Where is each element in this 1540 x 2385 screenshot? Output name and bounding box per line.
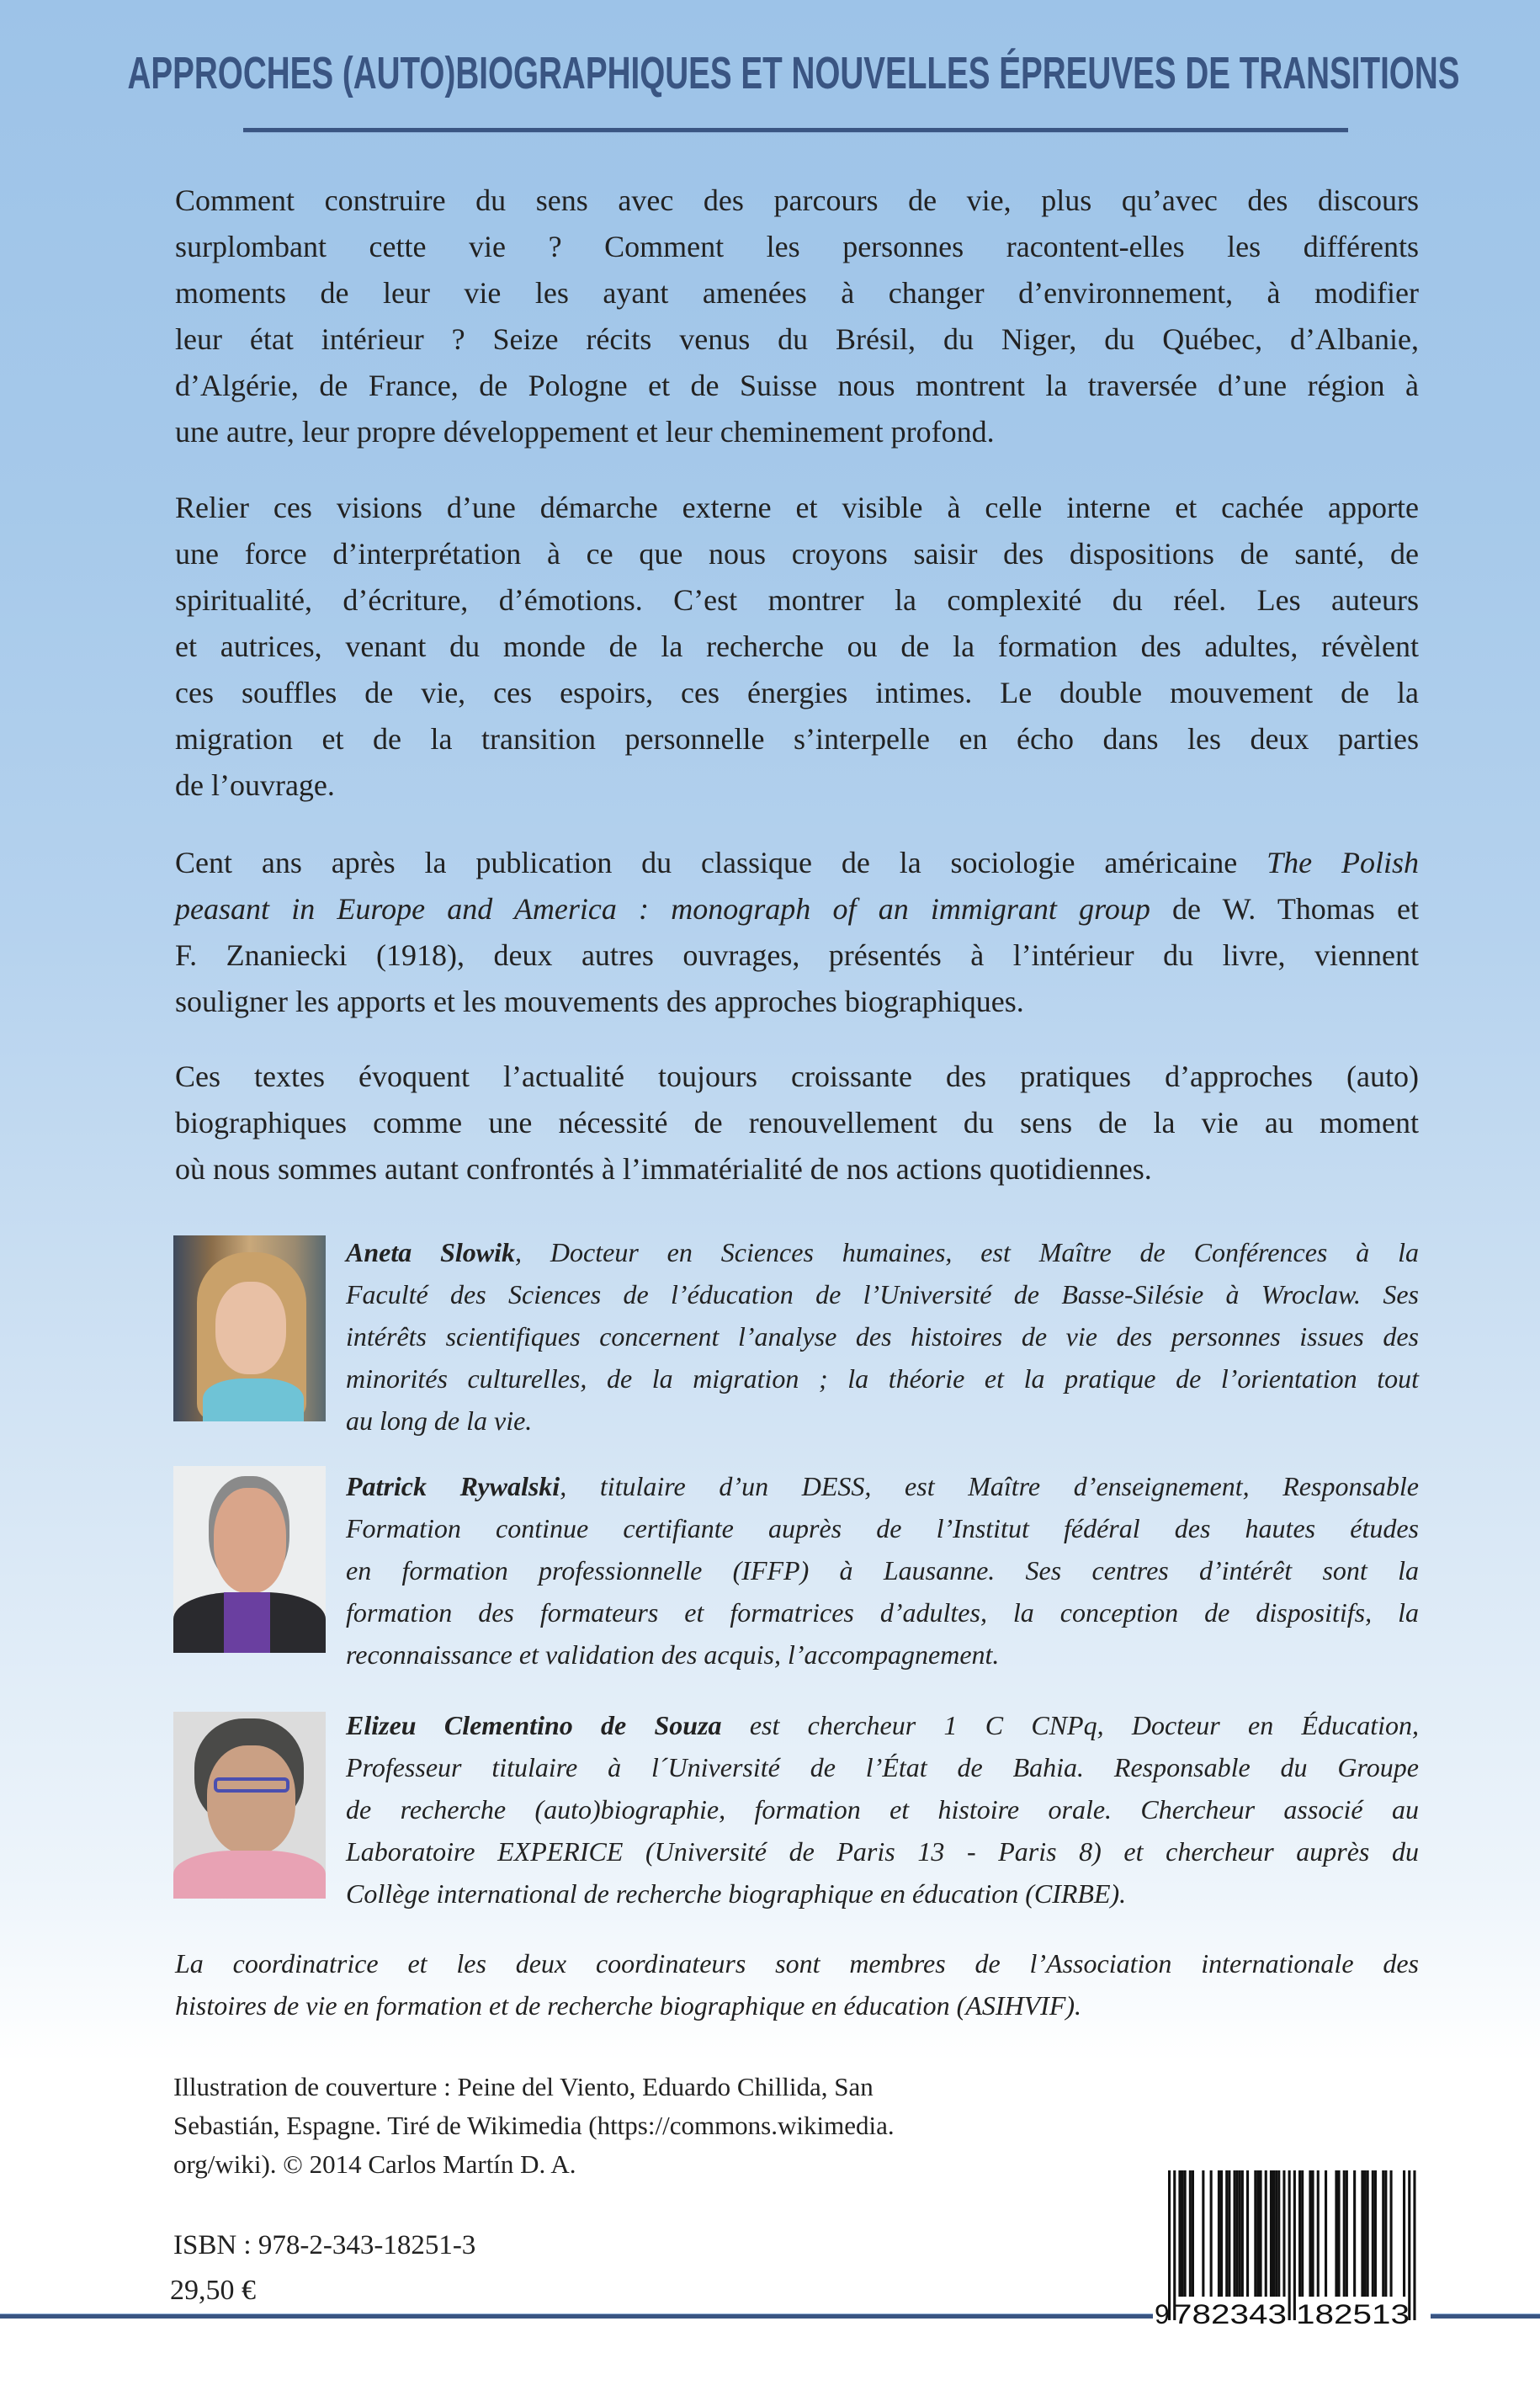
barcode-bar bbox=[1241, 2170, 1244, 2297]
text-line bbox=[175, 840, 1419, 886]
isbn-barcode bbox=[1153, 2167, 1431, 2327]
barcode-bar bbox=[1260, 2170, 1262, 2297]
text-segment: Professeur titulaire à l´Université de l’État de Bahia. Responsable du Groupe bbox=[346, 1752, 1419, 1782]
text-segment: de l’ouvrage. bbox=[175, 768, 335, 802]
barcode-bar bbox=[1335, 2170, 1337, 2297]
coordinators-note bbox=[175, 1942, 1419, 2026]
summary-paragraph-1 bbox=[175, 178, 1419, 455]
isbn: ISBN : 978-2-343-18251-3 bbox=[173, 2230, 476, 2260]
barcode-bar bbox=[1239, 2170, 1241, 2297]
title-banner bbox=[0, 0, 1540, 109]
text-line bbox=[175, 178, 1419, 224]
text-segment: spiritualité, d’écriture, d’émotions. C’est montrer la complexité du réel. Les auteurs bbox=[175, 583, 1419, 617]
italic-title: The Polish bbox=[1267, 846, 1419, 879]
text-line bbox=[346, 1357, 1419, 1400]
author-bio-aneta-slowik bbox=[346, 1231, 1419, 1442]
text-segment: histoires de vie en formation et de recherche biographique en éducation (ASIHVIF). bbox=[175, 1990, 1082, 2021]
text-line bbox=[346, 1549, 1419, 1591]
text-segment: Faculté des Sciences de l’éducation de l’Université de Basse-Silésie à Wroclaw. Ses bbox=[346, 1279, 1419, 1309]
barcode-bar bbox=[1265, 2170, 1267, 2297]
barcode-bar bbox=[1173, 2170, 1176, 2320]
barcode-bar bbox=[1254, 2170, 1256, 2297]
barcode-bar bbox=[1192, 2170, 1194, 2297]
barcode-bar bbox=[1256, 2170, 1259, 2297]
text-segment: migration et de la transition personnelle s’interpelle en écho dans les deux parties bbox=[175, 722, 1419, 756]
text-line bbox=[175, 1984, 1419, 2026]
text-line bbox=[346, 1633, 1419, 1676]
barcode-bar bbox=[1228, 2170, 1230, 2297]
text-line bbox=[346, 1746, 1419, 1788]
barcode-digits-right: 182513 bbox=[1296, 2299, 1410, 2327]
barcode-bar bbox=[1374, 2170, 1377, 2297]
credit-line: Sebastián, Espagne. Tiré de Wikimedia (https://commons.wikimedia. bbox=[173, 2111, 895, 2140]
text-line bbox=[346, 1788, 1419, 1830]
text-line bbox=[346, 1830, 1419, 1872]
author-name: Elizeu Clementino de Souza bbox=[346, 1710, 722, 1740]
barcode-bar bbox=[1184, 2170, 1187, 2297]
barcode-bar bbox=[1408, 2170, 1410, 2320]
author-photo-patrick-rywalski bbox=[173, 1466, 326, 1653]
author-bio-elizeu-clementino-de-souza bbox=[346, 1704, 1419, 1915]
barcode-bar bbox=[1270, 2170, 1272, 2297]
barcode-bar bbox=[1372, 2170, 1374, 2297]
text-line bbox=[175, 762, 1419, 809]
barcode-bar bbox=[1218, 2170, 1220, 2297]
author-name: Aneta Slowik bbox=[346, 1237, 516, 1267]
text-line bbox=[175, 363, 1419, 409]
summary-paragraph-4 bbox=[175, 1054, 1419, 1192]
text-line bbox=[346, 1400, 1419, 1442]
text-segment: surplombant cette vie ? Comment les personnes racontent-elles les différents bbox=[175, 230, 1419, 263]
barcode-bar bbox=[1225, 2170, 1228, 2297]
text-line bbox=[175, 1942, 1419, 1984]
text-line bbox=[175, 979, 1419, 1025]
text-line bbox=[346, 1465, 1419, 1507]
text-line bbox=[346, 1273, 1419, 1315]
barcode-bar bbox=[1272, 2170, 1275, 2297]
text-line bbox=[175, 886, 1419, 932]
text-segment: Collège international de recherche biographique en éducation (CIRBE). bbox=[346, 1878, 1127, 1909]
text-segment: biographiques comme une nécessité de renouvellement du sens de la vie au moment bbox=[175, 1106, 1419, 1139]
text-segment: Relier ces visions d’une démarche externe et visible à celle interne et cachée apporte bbox=[175, 491, 1419, 524]
barcode-bar bbox=[1309, 2170, 1311, 2297]
barcode-bar bbox=[1288, 2170, 1291, 2320]
price: 29,50 € bbox=[170, 2275, 256, 2306]
text-line bbox=[346, 1507, 1419, 1549]
barcode-bar bbox=[1413, 2170, 1415, 2320]
text-segment: intérêts scientifiques concernent l’analyse des histoires de vie des personnes issues des bbox=[346, 1321, 1419, 1352]
text-segment: Ces textes évoquent l’actualité toujours croissante des pratiques d’approches (auto) bbox=[175, 1060, 1419, 1093]
barcode-bar bbox=[1312, 2170, 1314, 2297]
text-segment: Cent ans après la publication du classique de la sociologie américaine bbox=[175, 846, 1267, 879]
text-segment: d’Algérie, de France, de Pologne et de Suisse nous montrent la traversée d’une région à bbox=[175, 369, 1419, 402]
barcode-bar bbox=[1382, 2170, 1384, 2297]
text-line bbox=[175, 316, 1419, 363]
text-segment: au long de la vie. bbox=[346, 1405, 533, 1436]
text-segment: La coordinatrice et les deux coordinateurs sont membres de l’Association internationale des bbox=[175, 1948, 1419, 1979]
barcode-bar bbox=[1277, 2170, 1280, 2297]
text-line bbox=[175, 409, 1419, 455]
text-line bbox=[175, 624, 1419, 670]
text-line bbox=[175, 1100, 1419, 1146]
text-line bbox=[175, 270, 1419, 316]
text-segment: F. Znaniecki (1918), deux autres ouvrages, présentés à l’intérieur du livre, viennent bbox=[175, 938, 1419, 972]
text-line bbox=[346, 1872, 1419, 1915]
text-segment: de W. Thomas et bbox=[1150, 892, 1419, 926]
book-title: APPROCHES (AUTO)BIOGRAPHIQUES ET NOUVELLES ÉPREUVES DE TRANSITIONS bbox=[127, 48, 1460, 98]
text-segment: , titulaire d’un DESS, est Maître d’enseignement, Responsable bbox=[560, 1471, 1420, 1501]
barcode-bar bbox=[1364, 2170, 1367, 2297]
text-segment: une force d’interprétation à ce que nous croyons saisir des dispositions de santé, de bbox=[175, 537, 1419, 571]
barcode-bar bbox=[1390, 2170, 1393, 2297]
barcode-bar bbox=[1182, 2170, 1184, 2297]
credit-line: Illustration de couverture : Peine del Viento, Eduardo Chillida, San bbox=[173, 2072, 874, 2101]
text-line bbox=[175, 670, 1419, 716]
bottom-rule-left bbox=[0, 2314, 1153, 2319]
text-segment: , Docteur en Sciences humaines, est Maître de Conférences à la bbox=[515, 1237, 1420, 1267]
barcode-bar bbox=[1210, 2170, 1213, 2297]
author-name: Patrick Rywalski bbox=[346, 1471, 560, 1501]
barcode-bar bbox=[1361, 2170, 1363, 2297]
text-line bbox=[346, 1591, 1419, 1633]
text-line bbox=[175, 224, 1419, 270]
barcode-bar bbox=[1168, 2170, 1171, 2320]
bottom-rule-right bbox=[1431, 2314, 1540, 2319]
barcode-bar bbox=[1246, 2170, 1249, 2297]
author-bio-patrick-rywalski bbox=[346, 1465, 1419, 1676]
barcode-bar bbox=[1236, 2170, 1239, 2297]
barcode-bar bbox=[1384, 2170, 1387, 2297]
barcode-bar bbox=[1282, 2170, 1285, 2297]
barcode-bar bbox=[1353, 2170, 1356, 2297]
text-segment: ces souffles de vie, ces espoirs, ces énergies intimes. Le double mouvement de la bbox=[175, 676, 1419, 709]
barcode-bar bbox=[1317, 2170, 1320, 2297]
title-divider bbox=[243, 128, 1348, 132]
barcode-bar bbox=[1338, 2170, 1341, 2297]
text-segment: où nous sommes autant confrontés à l’immatérialité de nos actions quotidiennes. bbox=[175, 1152, 1152, 1186]
author-photo-elizeu-clementino-de-souza bbox=[173, 1712, 326, 1899]
text-segment: minorités culturelles, de la migration ; la théorie et la pratique de l’orientation tout bbox=[346, 1363, 1419, 1394]
barcode-bar bbox=[1234, 2170, 1236, 2297]
barcode-bar bbox=[1343, 2170, 1346, 2297]
text-segment: de recherche (auto)biographie, formation et histoire orale. Chercheur associé au bbox=[346, 1794, 1419, 1825]
credit-line: org/wiki). © 2014 Carlos Martín D. A. bbox=[173, 2149, 576, 2179]
cover-illustration-credit bbox=[173, 2068, 895, 2184]
summary-paragraph-3 bbox=[175, 840, 1419, 1025]
text-line bbox=[175, 716, 1419, 762]
barcode-bar bbox=[1403, 2170, 1405, 2297]
text-line bbox=[175, 577, 1419, 624]
text-line bbox=[175, 1054, 1419, 1100]
text-segment: formation des formateurs et formatrices d’adultes, la conception de dispositifs, la bbox=[346, 1597, 1419, 1628]
barcode-bar bbox=[1189, 2170, 1192, 2297]
barcode-digits-left: 782343 bbox=[1173, 2299, 1287, 2327]
text-segment: leur état intérieur ? Seize récits venus du Brésil, du Niger, du Québec, d’Albanie, bbox=[175, 322, 1419, 356]
text-line bbox=[346, 1231, 1419, 1273]
barcode-bar bbox=[1301, 2170, 1304, 2297]
text-line bbox=[175, 485, 1419, 531]
text-line bbox=[175, 531, 1419, 577]
barcode-digit-first: 9 bbox=[1155, 2299, 1170, 2327]
italic-title: peasant in Europe and America : monograph of an immigrant group bbox=[175, 892, 1150, 926]
barcode-bar bbox=[1325, 2170, 1327, 2297]
text-segment: une autre, leur propre développement et leur cheminement profond. bbox=[175, 415, 995, 449]
text-segment: est chercheur 1 C CNPq, Docteur en Éducation, bbox=[721, 1710, 1420, 1740]
text-segment: Comment construire du sens avec des parcours de vie, plus qu’avec des discours bbox=[175, 183, 1419, 217]
text-segment: Laboratoire EXPERICE (Université de Paris 13 - Paris 8) et chercheur auprès du bbox=[346, 1836, 1419, 1867]
text-line bbox=[175, 932, 1419, 979]
text-segment: reconnaissance et validation des acquis, l’accompagnement. bbox=[346, 1639, 1000, 1670]
summary-paragraph-2 bbox=[175, 485, 1419, 809]
text-line bbox=[346, 1704, 1419, 1746]
barcode-bar bbox=[1367, 2170, 1369, 2297]
text-segment: Formation continue certifiante auprès de l’Institut fédéral des hautes études bbox=[346, 1513, 1419, 1543]
text-line bbox=[175, 1146, 1419, 1192]
text-segment: et autrices, venant du monde de la recherche ou de la formation des adultes, révèlent bbox=[175, 629, 1419, 663]
text-segment: moments de leur vie les ayant amenées à changer d’environnement, à modifier bbox=[175, 276, 1419, 310]
author-photo-aneta-slowik bbox=[173, 1235, 326, 1421]
barcode-bar bbox=[1275, 2170, 1277, 2297]
text-segment: souligner les apports et les mouvements des approches biographiques. bbox=[175, 985, 1024, 1018]
barcode-bar bbox=[1346, 2170, 1348, 2297]
text-line bbox=[346, 1315, 1419, 1357]
barcode-bar bbox=[1220, 2170, 1223, 2297]
barcode-bar bbox=[1202, 2170, 1204, 2297]
barcode-bar bbox=[1178, 2170, 1181, 2297]
text-segment: en formation professionnelle (IFFP) à Lausanne. Ses centres d’intérêt sont la bbox=[346, 1555, 1419, 1586]
barcode-bar bbox=[1293, 2170, 1296, 2320]
barcode-bar bbox=[1298, 2170, 1301, 2297]
